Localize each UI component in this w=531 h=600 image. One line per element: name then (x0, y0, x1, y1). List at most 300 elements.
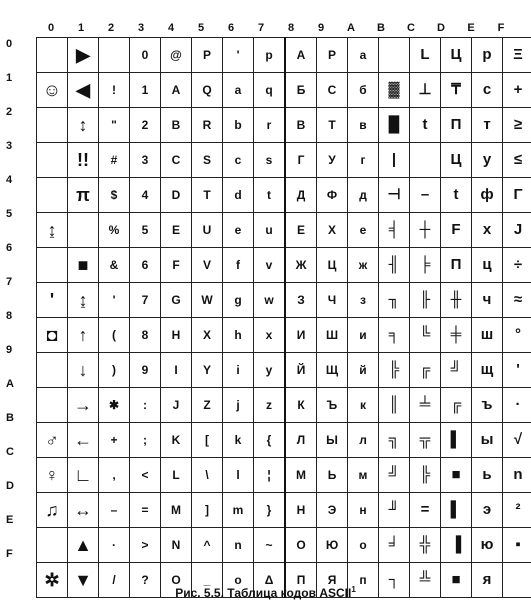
row-header: 7 (6, 276, 13, 288)
table-cell: k (223, 423, 254, 458)
table-cell: = (130, 493, 161, 528)
table-cell: ÷ (503, 248, 531, 283)
table-cell: L (410, 38, 441, 73)
column-header: B (377, 22, 385, 34)
table-cell: K (161, 423, 192, 458)
table-cell: М (285, 458, 317, 493)
table-cell: : (130, 388, 161, 423)
table-cell: r (254, 108, 286, 143)
table-cell: ╖ (379, 283, 410, 318)
table-cell: ∟ (68, 458, 99, 493)
table-row (37, 353, 531, 388)
table-cell: ╬ (410, 528, 441, 563)
table-cell: ║ (379, 388, 410, 423)
table-cell: ю (472, 528, 503, 563)
table-cell: a (223, 73, 254, 108)
table-cell (379, 38, 410, 73)
table-cell: g (223, 283, 254, 318)
table-cell: ■ (68, 248, 99, 283)
table-cell: р (472, 38, 503, 73)
table-cell: ' (37, 283, 68, 318)
table-cell: И (285, 318, 317, 353)
table-cell: и (348, 318, 379, 353)
table-cell: ▲ (68, 528, 99, 563)
table-row (37, 38, 531, 73)
table-cell: 1 (130, 73, 161, 108)
table-cell: ↑ (68, 318, 99, 353)
table-cell: { (254, 423, 286, 458)
table-cell: ш (472, 318, 503, 353)
table-cell: t (441, 178, 472, 213)
table-cell: ╧ (410, 388, 441, 423)
table-cell: ¦ (254, 458, 286, 493)
table-cell: % (99, 213, 130, 248)
table-cell: ╛ (379, 528, 410, 563)
table-cell: ( (99, 318, 130, 353)
table-cell: E (161, 213, 192, 248)
column-header: 1 (77, 22, 85, 34)
table-cell (37, 528, 68, 563)
table-cell: \ (192, 458, 223, 493)
table-cell: ? (130, 563, 161, 598)
table-cell: ← (68, 423, 99, 458)
table-cell: ! (99, 73, 130, 108)
table-cell: н (348, 493, 379, 528)
table-cell: ╔ (410, 353, 441, 388)
table-cell (68, 213, 99, 248)
table-cell: ↨ (37, 213, 68, 248)
table-cell: I (161, 353, 192, 388)
table-cell: z (254, 388, 286, 423)
table-cell: ' (99, 283, 130, 318)
table-cell: ' (503, 353, 531, 388)
column-header: 8 (287, 22, 295, 34)
table-cell: Ю (317, 528, 348, 563)
table-cell: G (161, 283, 192, 318)
table-cell: _ (192, 563, 223, 598)
table-cell: У (317, 143, 348, 178)
table-cell: ц (472, 248, 503, 283)
table-row (37, 528, 531, 563)
table-cell (37, 108, 68, 143)
table-cell: ♀ (37, 458, 68, 493)
ascii-code-table (36, 37, 531, 598)
table-cell: → (68, 388, 99, 423)
table-cell: ≤ (503, 143, 531, 178)
table-cell: | (379, 143, 410, 178)
table-cell: Y (192, 353, 223, 388)
table-row (37, 248, 531, 283)
caption-label: Рис. 5.5. (175, 586, 224, 600)
table-cell: ╦ (410, 423, 441, 458)
caption-text: Таблица кодов ASCII (227, 586, 352, 600)
table-cell: Л (285, 423, 317, 458)
table-cell: – (410, 178, 441, 213)
table-cell: С (317, 73, 348, 108)
table-cell: с (472, 73, 503, 108)
table-cell: / (99, 563, 130, 598)
table-cell: ┼ (410, 213, 441, 248)
table-cell: ▼ (68, 563, 99, 598)
table-cell: Щ (317, 353, 348, 388)
table-cell: Е (285, 213, 317, 248)
table-cell: ◀ (68, 73, 99, 108)
table-cell: 3 (130, 143, 161, 178)
row-header: 1 (6, 72, 13, 84)
table-cell: е (348, 213, 379, 248)
table-cell: х (472, 213, 503, 248)
table-cell: у (472, 143, 503, 178)
column-header: 7 (257, 22, 265, 34)
table-cell: ╢ (379, 248, 410, 283)
table-cell: b (223, 108, 254, 143)
table-cell: Ξ (503, 38, 531, 73)
table-cell: ] (192, 493, 223, 528)
table-cell: Ъ (317, 388, 348, 423)
column-header: 4 (167, 22, 175, 34)
table-row (37, 283, 531, 318)
row-header: 5 (6, 208, 13, 220)
table-cell: ъ (472, 388, 503, 423)
table-cell: ▶ (68, 38, 99, 73)
table-cell: W (192, 283, 223, 318)
table-cell: } (254, 493, 286, 528)
table-cell: Д (285, 178, 317, 213)
table-row (37, 493, 531, 528)
table-cell: я (472, 563, 503, 598)
table-cell: ♫ (37, 493, 68, 528)
table-cell: ^ (192, 528, 223, 563)
table-cell: ↨ (68, 283, 99, 318)
table-cell: 6 (130, 248, 161, 283)
table-cell: ╝ (441, 353, 472, 388)
table-cell: o (223, 563, 254, 598)
table-cell: ■ (441, 458, 472, 493)
table-cell: ≈ (503, 283, 531, 318)
table-cell: ■ (441, 563, 472, 598)
table-cell: ▌ (441, 493, 472, 528)
column-header: 2 (107, 22, 115, 34)
table-cell: а (348, 38, 379, 73)
table-cell: p (254, 38, 286, 73)
table-cell: m (223, 493, 254, 528)
table-cell: з (348, 283, 379, 318)
table-cell: Z (192, 388, 223, 423)
table-cell: А (285, 38, 317, 73)
table-cell: ↓ (68, 353, 99, 388)
table-cell: ╠ (410, 458, 441, 493)
row-header: D (6, 480, 14, 492)
table-cell: V (192, 248, 223, 283)
row-header: 3 (6, 140, 13, 152)
table-row (37, 213, 531, 248)
table-cell: ы (472, 423, 503, 458)
table-cell: ╚ (410, 318, 441, 353)
table-cell: Б (285, 73, 317, 108)
table-row (37, 318, 531, 353)
column-header: F (497, 22, 505, 34)
table-cell: w (254, 283, 286, 318)
table-cell: h (223, 318, 254, 353)
table-cell: O (161, 563, 192, 598)
table-cell: м (348, 458, 379, 493)
table-cell: Ш (317, 318, 348, 353)
table-cell: = (410, 493, 441, 528)
column-header: 6 (227, 22, 235, 34)
table-cell: > (130, 528, 161, 563)
table-cell: Т (317, 108, 348, 143)
table-cell: о (348, 528, 379, 563)
figure-caption (0, 583, 531, 600)
table-cell: л (348, 423, 379, 458)
table-cell: ✱ (99, 388, 130, 423)
table-cell: Х (317, 213, 348, 248)
table-cell: u (254, 213, 286, 248)
table-cell: ╔ (441, 388, 472, 423)
table-cell: j (223, 388, 254, 423)
table-cell: P (192, 38, 223, 73)
table-cell: + (503, 73, 531, 108)
table-cell: S (192, 143, 223, 178)
table-cell: ⊥ (410, 73, 441, 108)
table-cell: f (223, 248, 254, 283)
table-cell: ▓ (379, 73, 410, 108)
column-header: A (347, 22, 355, 34)
table-cell: 2 (130, 108, 161, 143)
table-cell: ; (130, 423, 161, 458)
table-cell: ₸ (441, 73, 472, 108)
table-cell: ▌ (441, 423, 472, 458)
table-cell: З (285, 283, 317, 318)
row-header: 4 (6, 174, 13, 186)
table-cell: █ (379, 108, 410, 143)
table-cell: Γ (503, 178, 531, 213)
table-cell: Н (285, 493, 317, 528)
table-cell: Ж (285, 248, 317, 283)
table-row (37, 143, 531, 178)
table-cell: i (223, 353, 254, 388)
table-cell: Q (192, 73, 223, 108)
row-header-column (0, 37, 30, 581)
table-cell: t (410, 108, 441, 143)
table-cell: Й (285, 353, 317, 388)
column-header: 0 (47, 22, 55, 34)
table-cell: т (472, 108, 503, 143)
column-header-row (36, 20, 516, 36)
table-cell: й (348, 353, 379, 388)
table-row (37, 458, 531, 493)
table-cell: ² (503, 493, 531, 528)
table-cell: Ц (441, 38, 472, 73)
table-cell: Ы (317, 423, 348, 458)
table-cell: ☺ (37, 73, 68, 108)
row-header: A (6, 378, 14, 390)
table-cell: Ц (317, 248, 348, 283)
row-header: B (6, 412, 14, 424)
table-cell: J (503, 213, 531, 248)
table-cell: ↔ (68, 493, 99, 528)
table-cell: Π (441, 248, 472, 283)
table-cell: U (192, 213, 223, 248)
column-header: 5 (197, 22, 205, 34)
table-cell: г (348, 143, 379, 178)
table-cell: l (223, 458, 254, 493)
table-cell: & (99, 248, 130, 283)
table-cell: y (254, 353, 286, 388)
table-cell: к (348, 388, 379, 423)
column-header: C (407, 22, 415, 34)
table-cell: e (223, 213, 254, 248)
column-header: E (467, 22, 475, 34)
table-cell: ' (223, 38, 254, 73)
row-header: C (6, 446, 14, 458)
table-row (37, 423, 531, 458)
table-cell: v (254, 248, 286, 283)
table-cell (410, 143, 441, 178)
table-cell: < (130, 458, 161, 493)
table-cell: t (254, 178, 286, 213)
table-cell: д (348, 178, 379, 213)
table-cell: К (285, 388, 317, 423)
table-cell: 9 (130, 353, 161, 388)
table-cell: n (503, 458, 531, 493)
table-cell: Э (317, 493, 348, 528)
table-cell: ╪ (441, 318, 472, 353)
table-cell: ≥ (503, 108, 531, 143)
table-cell: X (192, 318, 223, 353)
table-cell: 5 (130, 213, 161, 248)
table-cell: ╕ (379, 318, 410, 353)
table-cell: б (348, 73, 379, 108)
row-header: 9 (6, 344, 13, 356)
table-cell: R (192, 108, 223, 143)
table-cell: Г (285, 143, 317, 178)
table-cell: ж (348, 248, 379, 283)
table-cell: ) (99, 353, 130, 388)
table-row (37, 73, 531, 108)
table-cell: ↕ (68, 108, 99, 143)
table-cell: √ (503, 423, 531, 458)
table-cell: Ь (317, 458, 348, 493)
table-cell: # (99, 143, 130, 178)
row-header: F (6, 548, 13, 560)
table-cell: x (254, 318, 286, 353)
table-cell: ~ (254, 528, 286, 563)
table-row (37, 388, 531, 423)
table-cell: c (223, 143, 254, 178)
table-cell: π (68, 178, 99, 213)
table-cell: ╝ (379, 458, 410, 493)
table-cell: э (472, 493, 503, 528)
table-cell: ч (472, 283, 503, 318)
table-cell: О (285, 528, 317, 563)
table-cell: @ (161, 38, 192, 73)
table-cell: ⊣ (379, 178, 410, 213)
table-cell: ✲ (37, 563, 68, 598)
table-cell: ° (503, 318, 531, 353)
table-cell: ◘ (37, 318, 68, 353)
row-header: 8 (6, 310, 13, 322)
table-cell: ╫ (441, 283, 472, 318)
table-cell: Ф (317, 178, 348, 213)
table-cell: ╗ (379, 423, 410, 458)
table-cell: ь (472, 458, 503, 493)
table-cell: ╩ (410, 563, 441, 598)
table-cell: ╞ (410, 248, 441, 283)
row-header: E (6, 514, 14, 526)
table-cell: A (161, 73, 192, 108)
table-cell: ф (472, 178, 503, 213)
table-cell: + (99, 423, 130, 458)
table-cell: ╠ (379, 353, 410, 388)
table-cell: n (223, 528, 254, 563)
table-cell: 4 (130, 178, 161, 213)
table-cell: щ (472, 353, 503, 388)
table-cell: ┐ (379, 563, 410, 598)
table-cell: В (285, 108, 317, 143)
table-cell (37, 178, 68, 213)
table-cell: – (99, 493, 130, 528)
table-cell (37, 38, 68, 73)
table-cell: L (161, 458, 192, 493)
column-header: 3 (137, 22, 145, 34)
table-cell: , (99, 458, 130, 493)
table-cell: ╟ (410, 283, 441, 318)
table-cell: $ (99, 178, 130, 213)
table-cell: Я (317, 563, 348, 598)
table-cell: [ (192, 423, 223, 458)
table-cell: ▪ (503, 528, 531, 563)
row-header: 2 (6, 106, 13, 118)
table-cell: J (161, 388, 192, 423)
table-cell: q (254, 73, 286, 108)
table-cell: · (99, 528, 130, 563)
table-cell: ▐ (441, 528, 472, 563)
column-header: 9 (317, 22, 325, 34)
table-row (37, 108, 531, 143)
row-header: 6 (6, 242, 13, 254)
table-cell: " (99, 108, 130, 143)
table-cell: в (348, 108, 379, 143)
table-cell: C (161, 143, 192, 178)
table-cell: !! (68, 143, 99, 178)
table-cell: 8 (130, 318, 161, 353)
caption-footnote-mark: 1 (351, 585, 356, 594)
row-header: 0 (6, 38, 13, 50)
table-cell: ╡ (379, 213, 410, 248)
table-cell: B (161, 108, 192, 143)
table-cell (37, 143, 68, 178)
table-cell (37, 353, 68, 388)
table-cell: 7 (130, 283, 161, 318)
table-cell: 0 (130, 38, 161, 73)
table-cell: s (254, 143, 286, 178)
table-cell: Ц (441, 143, 472, 178)
table-cell: П (285, 563, 317, 598)
table-cell: п (348, 563, 379, 598)
table-cell: Δ (254, 563, 286, 598)
table-cell: M (161, 493, 192, 528)
table-cell: D (161, 178, 192, 213)
table-cell: Ч (317, 283, 348, 318)
table-cell: F (161, 248, 192, 283)
column-header: D (437, 22, 445, 34)
table-cell (37, 388, 68, 423)
table-cell: ♂ (37, 423, 68, 458)
table-cell: T (192, 178, 223, 213)
table-cell (37, 248, 68, 283)
table-cell: · (503, 388, 531, 423)
